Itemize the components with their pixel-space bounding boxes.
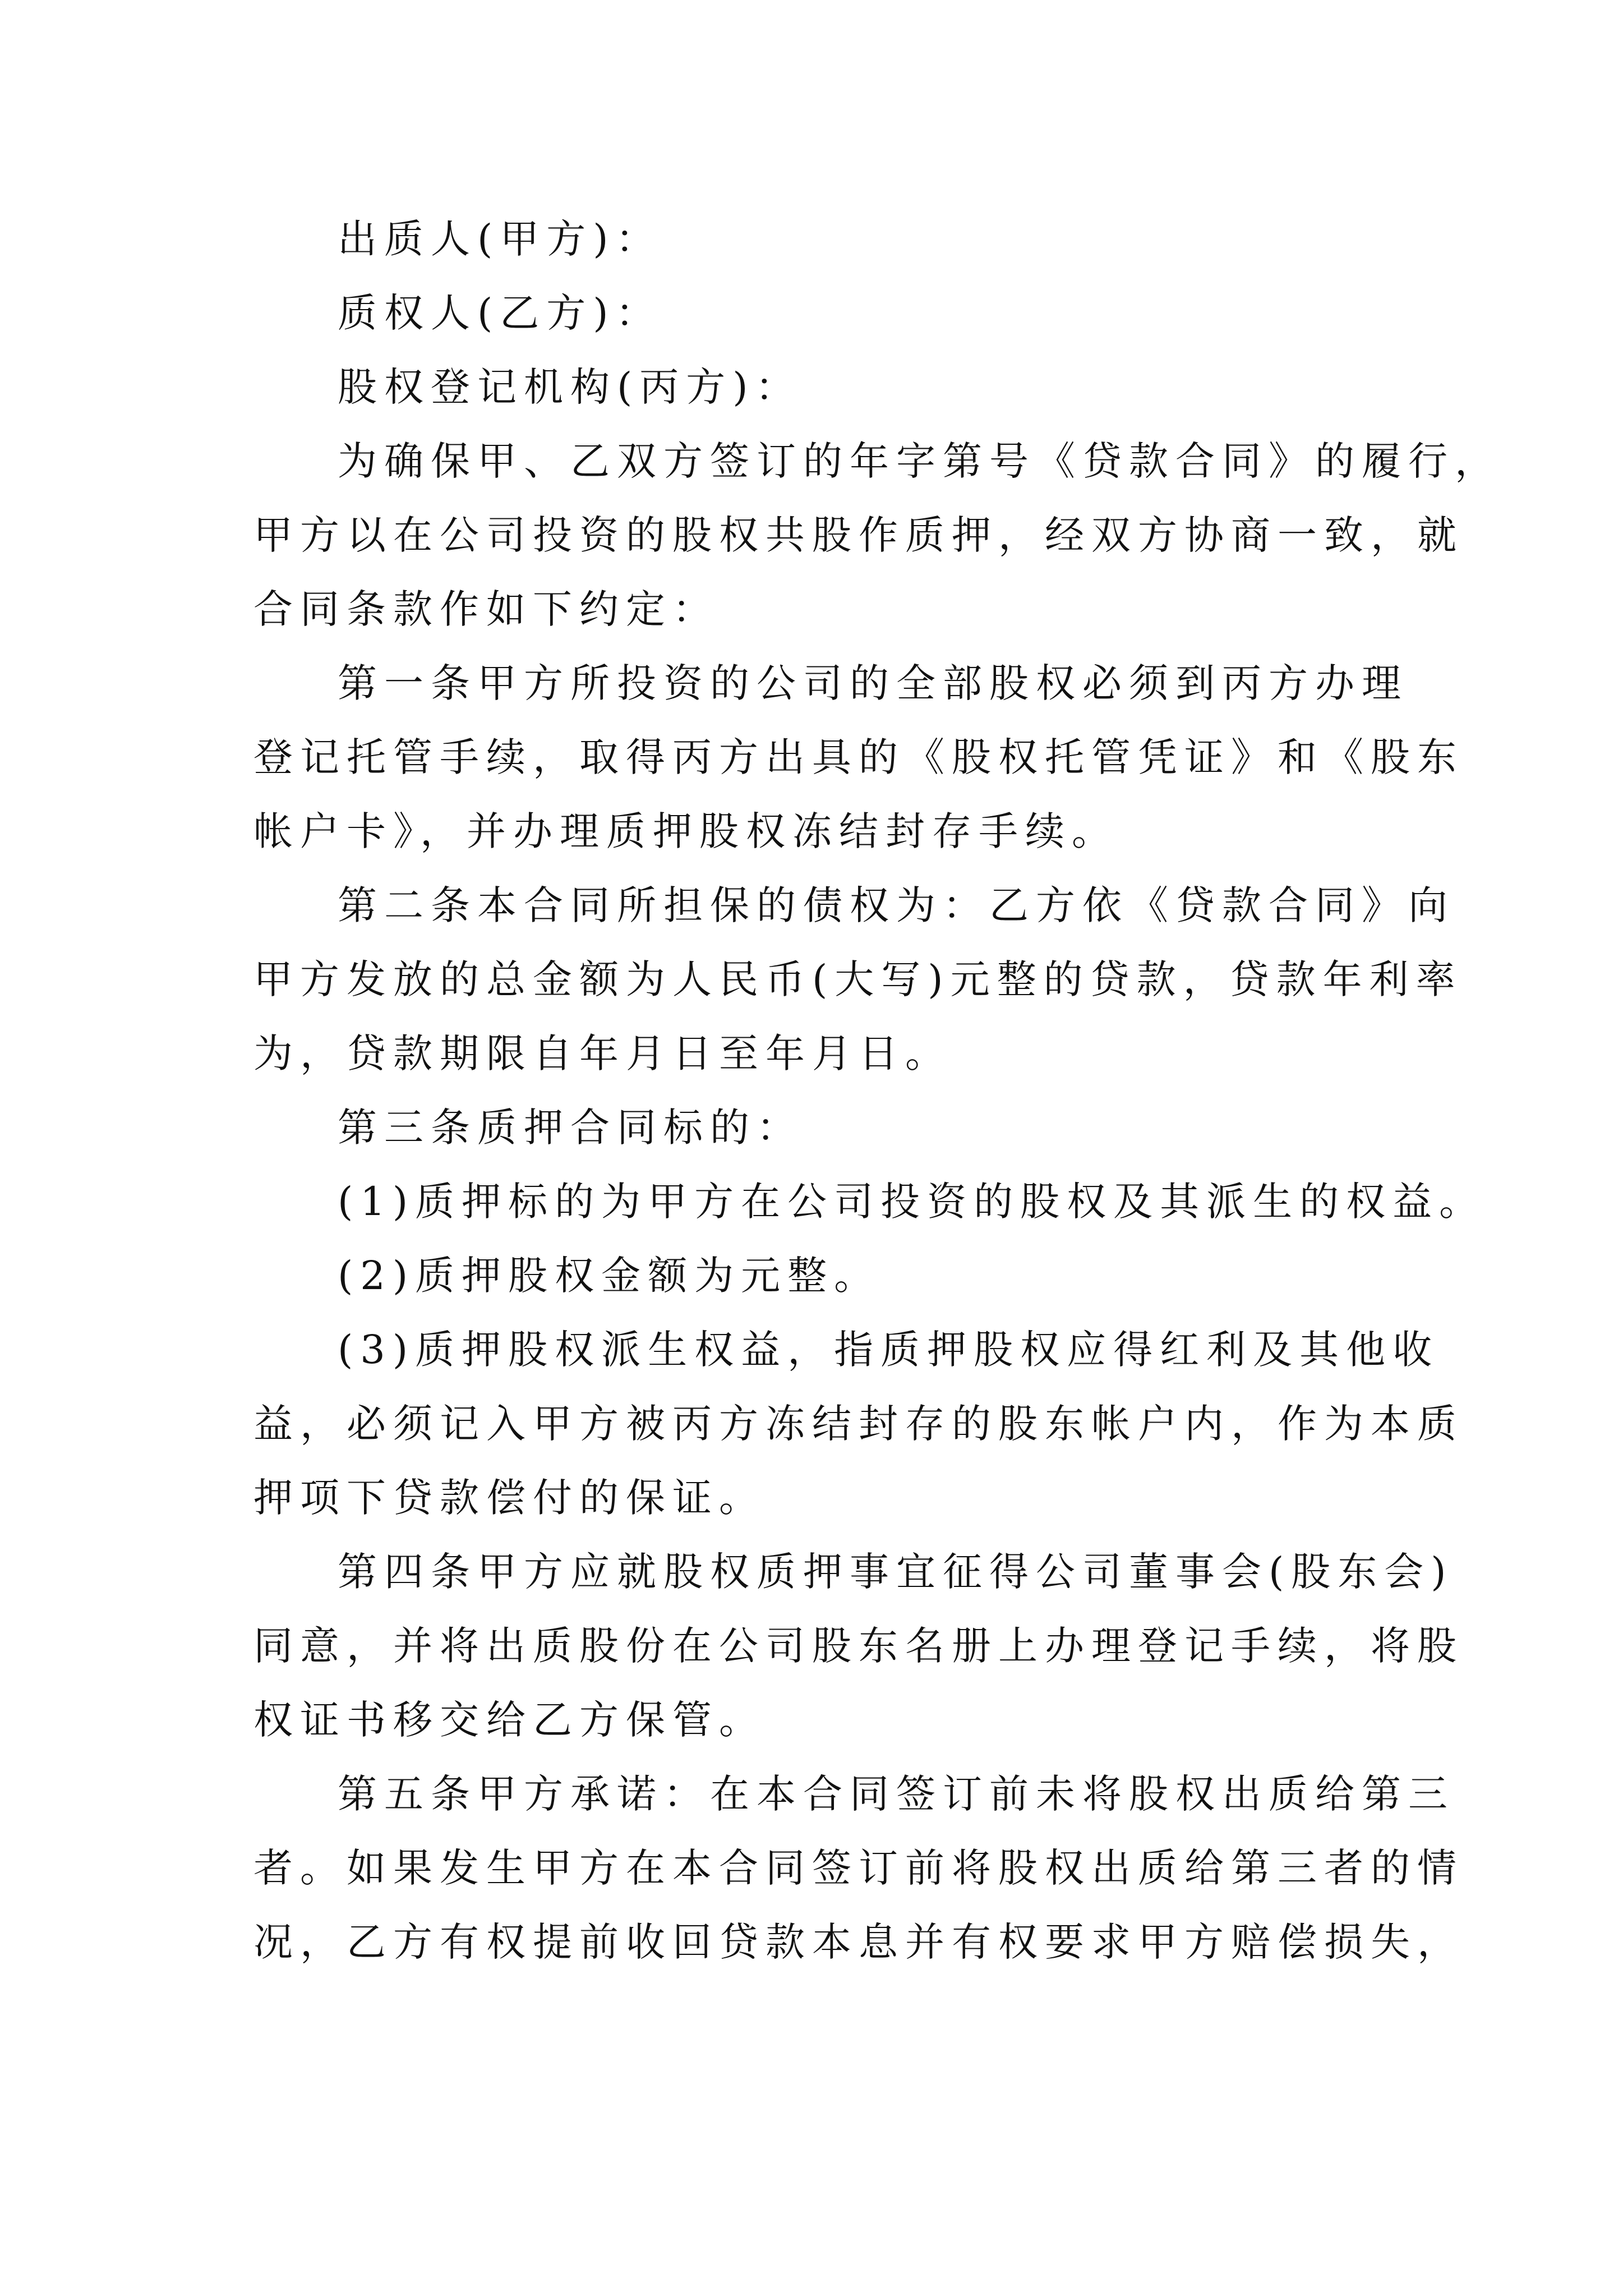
article-1-line-3: 帐户卡》，并办理质押股权冻结封存手续。 — [253, 808, 1118, 854]
article-3-item-2: (2)质押股权金额为元整。 — [338, 1253, 881, 1299]
registry-line: 股权登记机构(丙方)： — [338, 364, 802, 410]
preamble-line-2: 甲方以在公司投资的股权共股作质押，经双方协商一致，就 — [253, 512, 1464, 558]
article-2-line-1: 第二条本合同所担保的债权为：乙方依《贷款合同》向 — [338, 882, 1455, 928]
pledgee-line: 质权人(乙方)： — [338, 290, 662, 336]
article-3-item-1: (1)质押标的为甲方在公司投资的股权及其派生的权益。 — [338, 1179, 1486, 1225]
article-1-line-2: 登记托管手续，取得丙方出具的《股权托管凭证》和《股东 — [253, 734, 1464, 780]
pledgor-line: 出质人(甲方)： — [338, 216, 662, 262]
contract-body — [253, 202, 1501, 1979]
article-4-line-3: 权证书移交给乙方保管。 — [253, 1697, 766, 1743]
article-4-line-2: 同意，并将出质股份在公司股东名册上办理登记手续，将股 — [253, 1623, 1464, 1669]
article-5-line-2: 者。如果发生甲方在本合同签订前将股权出质给第三者的情 — [253, 1845, 1464, 1891]
article-1-line-1: 第一条甲方所投资的公司的全部股权必须到丙方办理 — [338, 660, 1408, 706]
article-3-item-3-line-1: (3)质押股权派生权益，指质押股权应得红利及其他收 — [338, 1327, 1440, 1373]
article-2-line-3: 为，贷款期限自年月日至年月日。 — [253, 1030, 952, 1076]
article-5-line-3: 况，乙方有权提前收回贷款本息并有权要求甲方赔偿损失， — [253, 1919, 1464, 1965]
article-3-heading: 第三条质押合同标的： — [338, 1105, 803, 1151]
preamble-line-1: 为确保甲、乙双方签订的年字第号《贷款合同》的履行， — [338, 438, 1501, 484]
preamble-line-3: 合同条款作如下约定： — [253, 586, 719, 632]
article-3-item-3-line-2: 益，必须记入甲方被丙方冻结封存的股东帐户内，作为本质 — [253, 1401, 1464, 1447]
article-5-line-1: 第五条甲方承诺：在本合同签订前未将股权出质给第三 — [338, 1771, 1455, 1817]
article-2-line-2: 甲方发放的总金额为人民币(大写)元整的贷款，贷款年利率 — [253, 956, 1463, 1002]
article-3-item-3-line-3: 押项下贷款偿付的保证。 — [253, 1475, 766, 1521]
article-4-line-1: 第四条甲方应就股权质押事宜征得公司董事会(股东会) — [338, 1549, 1454, 1595]
